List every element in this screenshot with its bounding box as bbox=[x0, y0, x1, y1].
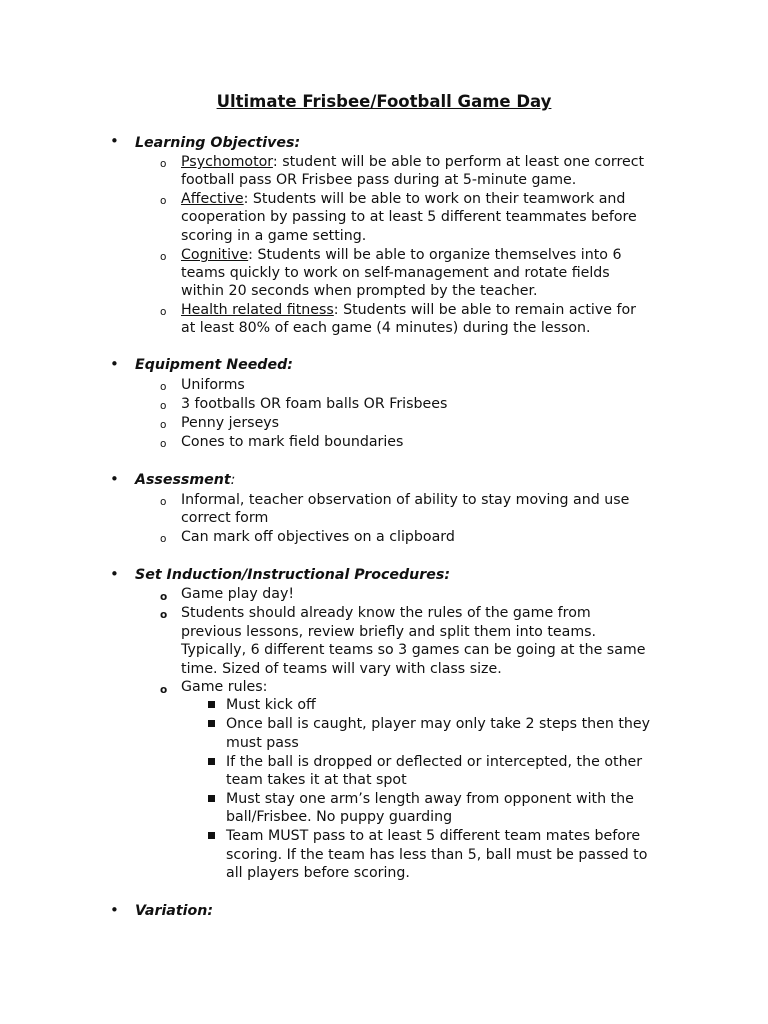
section-heading-procedures: Set Induction/Instructional Procedures: bbox=[135, 567, 450, 583]
rule-item: If the ball is dropped or deflected or intercepted, the other bbox=[226, 754, 643, 770]
sub-bullet: o bbox=[160, 419, 167, 431]
list-item-cont: Typically, 6 different teams so 3 games can be going at the same bbox=[181, 642, 646, 658]
objective-cognitive: Cognitive: Students will be able to organize themselves into 6 bbox=[181, 247, 622, 263]
bullet: • bbox=[110, 901, 119, 919]
rule-item-cont: must pass bbox=[226, 735, 299, 751]
list-item-cont: previous lessons, review briefly and split them into teams. bbox=[181, 624, 597, 640]
sub-bullet: o bbox=[160, 438, 167, 450]
rule-item-cont: all players before scoring. bbox=[226, 865, 410, 881]
sub-bullet: o bbox=[160, 533, 167, 545]
list-item: Uniforms bbox=[181, 377, 245, 393]
bullet: • bbox=[110, 355, 119, 373]
list-item: Can mark off objectives on a clipboard bbox=[181, 529, 455, 545]
sub-bullet: o bbox=[160, 400, 167, 412]
rule-item: Must kick off bbox=[226, 697, 316, 713]
rule-item-cont: scoring. If the team has less than 5, ball must be passed to bbox=[226, 847, 648, 863]
square-bullet bbox=[208, 720, 215, 727]
square-bullet bbox=[208, 832, 215, 839]
sub-bullet: o bbox=[160, 684, 168, 696]
sub-bullet: o bbox=[160, 306, 167, 318]
rule-item-cont: ball/Frisbee. No puppy guarding bbox=[226, 809, 453, 825]
list-item: Cones to mark field boundaries bbox=[181, 434, 404, 450]
list-item-cont: time. Sized of teams will vary with class size. bbox=[181, 661, 502, 677]
list-item: 3 footballs OR foam balls OR Frisbees bbox=[181, 396, 448, 412]
sub-bullet: o bbox=[160, 195, 167, 207]
bullet: • bbox=[110, 470, 119, 488]
square-bullet bbox=[208, 701, 215, 708]
section-heading-assessment: Assessment: bbox=[135, 472, 236, 488]
rule-item: Must stay one arm’s length away from opponent with the bbox=[226, 791, 634, 807]
list-item: Game rules: bbox=[181, 679, 268, 695]
square-bullet bbox=[208, 795, 215, 802]
sub-bullet: o bbox=[160, 609, 168, 621]
objective-psychomotor-cont: football pass OR Frisbee pass during at 5-minute game. bbox=[181, 172, 577, 188]
square-bullet bbox=[208, 758, 215, 765]
list-item: Penny jerseys bbox=[181, 415, 280, 431]
list-item: Informal, teacher observation of ability to stay moving and use bbox=[181, 492, 630, 508]
objective-cognitive-cont: teams quickly to work on self-management and rotate fields bbox=[181, 265, 610, 281]
sub-bullet: o bbox=[160, 251, 167, 263]
objective-psychomotor: Psychomotor: student will be able to perform at least one correct bbox=[181, 154, 645, 170]
objective-fitness: Health related fitness: Students will be able to remain active for bbox=[181, 302, 637, 318]
list-item-cont: correct form bbox=[181, 510, 269, 526]
sub-bullet: o bbox=[160, 591, 168, 603]
rule-item: Once ball is caught, player may only take 2 steps then they bbox=[226, 716, 651, 732]
bullet: • bbox=[110, 565, 119, 583]
list-item: Game play day! bbox=[181, 586, 295, 602]
objective-affective-cont: scoring in a game setting. bbox=[181, 228, 367, 244]
objective-cognitive-cont: within 20 seconds when prompted by the teacher. bbox=[181, 283, 538, 299]
objective-fitness-cont: at least 80% of each game (4 minutes) during the lesson. bbox=[181, 320, 591, 336]
section-heading-objectives: Learning Objectives: bbox=[135, 135, 301, 151]
rule-item: Team MUST pass to at least 5 different team mates before bbox=[226, 828, 641, 844]
objective-affective: Affective: Students will be able to work on their teamwork and bbox=[181, 191, 626, 207]
rule-item-cont: team takes it at that spot bbox=[226, 772, 407, 788]
bullet: • bbox=[110, 132, 119, 150]
list-item: Students should already know the rules of the game from bbox=[181, 605, 591, 621]
objective-affective-cont: cooperation by passing to at least 5 different teammates before bbox=[181, 209, 637, 225]
sub-bullet: o bbox=[160, 496, 167, 508]
sub-bullet: o bbox=[160, 158, 167, 170]
page-title: Ultimate Frisbee/Football Game Day bbox=[216, 92, 552, 111]
section-heading-variation: Variation: bbox=[135, 903, 214, 919]
sub-bullet: o bbox=[160, 381, 167, 393]
section-heading-equipment: Equipment Needed: bbox=[135, 357, 293, 373]
